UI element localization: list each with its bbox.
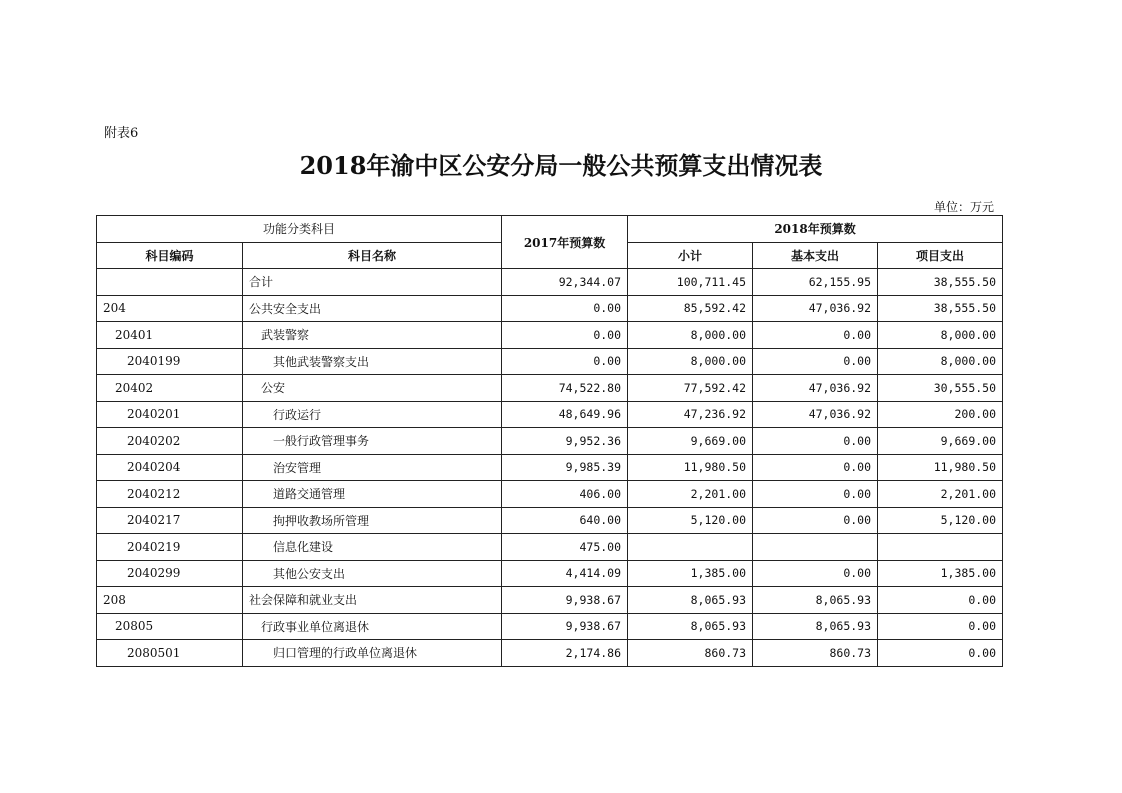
cell-code: 2040199 (97, 348, 243, 375)
cell-code: 20401 (97, 322, 243, 349)
cell-2017-budget: 9,938.67 (502, 613, 628, 640)
cell-name: 社会保障和就业支出 (243, 587, 502, 614)
cell-name: 信息化建设 (243, 534, 502, 561)
cell-2018-project: 8,000.00 (878, 348, 1003, 375)
cell-2018-project: 11,980.50 (878, 454, 1003, 481)
table-row (97, 560, 1003, 587)
cell-2018-subtotal: 8,000.00 (628, 348, 753, 375)
cell-2017-budget: 0.00 (502, 322, 628, 349)
cell-2018-project: 9,669.00 (878, 428, 1003, 455)
cell-2017-budget: 92,344.07 (502, 269, 628, 296)
cell-2018-basic: 47,036.92 (753, 401, 878, 428)
cell-2018-project: 0.00 (878, 640, 1003, 667)
unit-label: 单位：万元 (933, 200, 994, 214)
cell-2018-subtotal: 47,236.92 (628, 401, 753, 428)
cell-2018-subtotal: 8,000.00 (628, 322, 753, 349)
cell-2018-project: 8,000.00 (878, 322, 1003, 349)
table-row (97, 322, 1003, 349)
table-row (97, 269, 1003, 296)
cell-2018-basic: 0.00 (753, 560, 878, 587)
cell-2018-basic: 0.00 (753, 428, 878, 455)
cell-code: 2040202 (97, 428, 243, 455)
header-name: 科目名称 (243, 242, 502, 269)
cell-2018-subtotal: 5,120.00 (628, 507, 753, 534)
table-row (97, 348, 1003, 375)
header-project: 项目支出 (878, 242, 1003, 269)
table-row (97, 507, 1003, 534)
cell-2018-subtotal (628, 534, 753, 561)
cell-2018-basic: 0.00 (753, 348, 878, 375)
cell-2018-subtotal: 860.73 (628, 640, 753, 667)
cell-2018-project: 2,201.00 (878, 481, 1003, 508)
header-code: 科目编码 (97, 242, 243, 269)
cell-name: 公安 (243, 375, 502, 402)
cell-2018-basic: 62,155.95 (753, 269, 878, 296)
cell-2018-basic: 47,036.92 (753, 295, 878, 322)
cell-2018-subtotal: 100,711.45 (628, 269, 753, 296)
cell-name: 行政运行 (243, 401, 502, 428)
cell-2018-subtotal: 8,065.93 (628, 587, 753, 614)
cell-code: 2040212 (97, 481, 243, 508)
table-row (97, 640, 1003, 667)
table-row (97, 454, 1003, 481)
cell-2018-project: 38,555.50 (878, 295, 1003, 322)
cell-2018-basic: 0.00 (753, 454, 878, 481)
cell-2017-budget: 9,952.36 (502, 428, 628, 455)
table-row (97, 375, 1003, 402)
budget-table (96, 215, 1003, 667)
cell-name: 其他公安支出 (243, 560, 502, 587)
cell-name: 公共安全支出 (243, 295, 502, 322)
cell-2017-budget: 4,414.09 (502, 560, 628, 587)
cell-code: 20402 (97, 375, 243, 402)
cell-2018-subtotal: 77,592.42 (628, 375, 753, 402)
cell-code: 208 (97, 587, 243, 614)
header-2018-budget-group: 2018年预算数 (628, 216, 1003, 243)
cell-2018-basic: 8,065.93 (753, 587, 878, 614)
cell-2017-budget: 0.00 (502, 348, 628, 375)
cell-2018-basic (753, 534, 878, 561)
cell-2018-subtotal: 9,669.00 (628, 428, 753, 455)
cell-2017-budget: 2,174.86 (502, 640, 628, 667)
cell-code: 2040299 (97, 560, 243, 587)
cell-2018-basic: 0.00 (753, 481, 878, 508)
cell-2017-budget: 406.00 (502, 481, 628, 508)
cell-2018-project (878, 534, 1003, 561)
cell-code (97, 269, 243, 296)
cell-name: 道路交通管理 (243, 481, 502, 508)
cell-name: 治安管理 (243, 454, 502, 481)
cell-code: 204 (97, 295, 243, 322)
table-row (97, 534, 1003, 561)
cell-code: 2040201 (97, 401, 243, 428)
cell-2017-budget: 9,985.39 (502, 454, 628, 481)
cell-2018-subtotal: 85,592.42 (628, 295, 753, 322)
cell-2018-project: 1,385.00 (878, 560, 1003, 587)
cell-code: 2040204 (97, 454, 243, 481)
cell-2018-basic: 47,036.92 (753, 375, 878, 402)
cell-2018-project: 0.00 (878, 587, 1003, 614)
header-function-group: 功能分类科目 (97, 216, 502, 243)
cell-2018-subtotal: 1,385.00 (628, 560, 753, 587)
cell-2017-budget: 48,649.96 (502, 401, 628, 428)
table-row (97, 295, 1003, 322)
cell-name: 武装警察 (243, 322, 502, 349)
table-row (97, 401, 1003, 428)
cell-2017-budget: 9,938.67 (502, 587, 628, 614)
cell-code: 2080501 (97, 640, 243, 667)
cell-2018-basic: 0.00 (753, 322, 878, 349)
table-body (97, 269, 1003, 667)
cell-2018-basic: 0.00 (753, 507, 878, 534)
appendix-label: 附表6 (104, 126, 139, 141)
cell-2018-project: 5,120.00 (878, 507, 1003, 534)
header-subtotal: 小计 (628, 242, 753, 269)
cell-2018-subtotal: 2,201.00 (628, 481, 753, 508)
cell-code: 2040217 (97, 507, 243, 534)
cell-2018-basic: 860.73 (753, 640, 878, 667)
cell-2018-basic: 8,065.93 (753, 613, 878, 640)
table-row (97, 613, 1003, 640)
cell-code: 2040219 (97, 534, 243, 561)
page-title: 2018年渝中区公安分局一般公共预算支出情况表 (299, 151, 823, 180)
cell-2017-budget: 0.00 (502, 295, 628, 322)
cell-2018-project: 200.00 (878, 401, 1003, 428)
table-row (97, 587, 1003, 614)
header-2017-budget: 2017年预算数 (502, 216, 628, 269)
cell-2018-subtotal: 11,980.50 (628, 454, 753, 481)
cell-2018-project: 38,555.50 (878, 269, 1003, 296)
cell-2017-budget: 640.00 (502, 507, 628, 534)
cell-name: 其他武装警察支出 (243, 348, 502, 375)
cell-name: 一般行政管理事务 (243, 428, 502, 455)
cell-2017-budget: 475.00 (502, 534, 628, 561)
table-row (97, 428, 1003, 455)
table-header (97, 216, 1003, 269)
cell-2018-subtotal: 8,065.93 (628, 613, 753, 640)
header-basic: 基本支出 (753, 242, 878, 269)
cell-name: 合计 (243, 269, 502, 296)
cell-code: 20805 (97, 613, 243, 640)
cell-2018-project: 30,555.50 (878, 375, 1003, 402)
cell-2018-project: 0.00 (878, 613, 1003, 640)
cell-name: 行政事业单位离退休 (243, 613, 502, 640)
cell-name: 归口管理的行政单位离退休 (243, 640, 502, 667)
table-row (97, 481, 1003, 508)
cell-name: 拘押收教场所管理 (243, 507, 502, 534)
cell-2017-budget: 74,522.80 (502, 375, 628, 402)
